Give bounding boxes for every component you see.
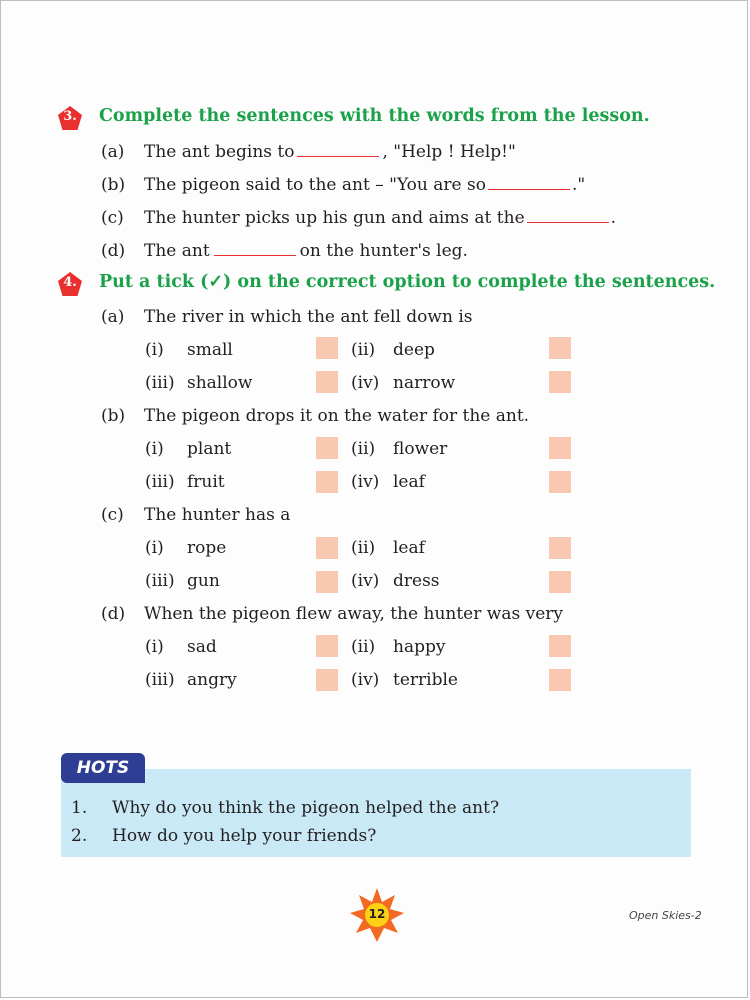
answer-blank[interactable] xyxy=(214,241,296,256)
tick-box[interactable] xyxy=(316,571,338,593)
tick-box[interactable] xyxy=(316,635,338,657)
option: (ii) deep xyxy=(351,340,435,360)
tick-box[interactable] xyxy=(549,537,571,559)
q3-item-label: (d) xyxy=(101,241,126,261)
option: (iii) shallow xyxy=(145,373,253,393)
tick-box[interactable] xyxy=(316,437,338,459)
option: (iii) fruit xyxy=(145,472,225,492)
question-3-heading: Complete the sentences with the words from the lesson. xyxy=(99,106,650,126)
q4-item-label: (d) xyxy=(101,604,126,624)
option: (i) small xyxy=(145,340,233,360)
option: (iv) leaf xyxy=(351,472,425,492)
hots-title: HOTS xyxy=(61,753,145,783)
answer-blank[interactable] xyxy=(527,208,609,223)
q4-item-text: When the pigeon flew away, the hunter was very xyxy=(144,604,563,624)
book-title-footer: Open Skies-2 xyxy=(629,909,702,922)
tick-box[interactable] xyxy=(316,537,338,559)
q4-item-text: The river in which the ant fell down is xyxy=(144,307,473,327)
option: (iii) gun xyxy=(145,571,220,591)
q3-item-label: (c) xyxy=(101,208,124,228)
option: (i) plant xyxy=(145,439,232,459)
question-4-heading: Put a tick (✓) on the correct option to complete the sentences. xyxy=(99,272,716,292)
page-number-badge xyxy=(349,887,405,943)
page-number: 12 xyxy=(368,907,386,921)
tick-box[interactable] xyxy=(549,437,571,459)
question-3-badge xyxy=(57,105,83,131)
q3-item-text: The ant on the hunter's leg. xyxy=(144,241,468,261)
tick-box[interactable] xyxy=(316,669,338,691)
question-3-number: 3. xyxy=(63,109,77,124)
q4-item-label: (a) xyxy=(101,307,125,327)
option: (iv) dress xyxy=(351,571,440,591)
q4-item-label: (b) xyxy=(101,406,126,426)
option: (i) rope xyxy=(145,538,227,558)
question-4-number: 4. xyxy=(63,275,77,290)
q4-item-text: The pigeon drops it on the water for the ant. xyxy=(144,406,530,426)
answer-blank[interactable] xyxy=(488,175,570,190)
tick-box[interactable] xyxy=(316,371,338,393)
tick-box[interactable] xyxy=(549,337,571,359)
option: (iv) narrow xyxy=(351,373,456,393)
q4-item-label: (c) xyxy=(101,505,124,525)
q3-item-text: The hunter picks up his gun and aims at the . xyxy=(144,208,617,228)
q4-item-text: The hunter has a xyxy=(144,505,291,525)
option: (iv) terrible xyxy=(351,670,458,690)
hots-item: 2. How do you help your friends? xyxy=(71,826,377,846)
q3-item-text: The ant begins to , "Help ! Help!" xyxy=(144,142,516,162)
question-4-badge xyxy=(57,271,83,297)
tick-box[interactable] xyxy=(549,571,571,593)
tick-box[interactable] xyxy=(549,669,571,691)
q3-item-text: The pigeon said to the ant – "You are so ." xyxy=(144,175,586,195)
hots-item: 1. Why do you think the pigeon helped the ant? xyxy=(71,798,500,818)
option: (i) sad xyxy=(145,637,217,657)
tick-box[interactable] xyxy=(549,371,571,393)
option: (ii) leaf xyxy=(351,538,425,558)
tick-box[interactable] xyxy=(549,635,571,657)
tick-box[interactable] xyxy=(316,471,338,493)
answer-blank[interactable] xyxy=(297,142,379,157)
q3-item-label: (b) xyxy=(101,175,126,195)
option: (ii) happy xyxy=(351,637,446,657)
option: (ii) flower xyxy=(351,439,448,459)
q3-item-label: (a) xyxy=(101,142,125,162)
tick-box[interactable] xyxy=(549,471,571,493)
tick-box[interactable] xyxy=(316,337,338,359)
option: (iii) angry xyxy=(145,670,237,690)
